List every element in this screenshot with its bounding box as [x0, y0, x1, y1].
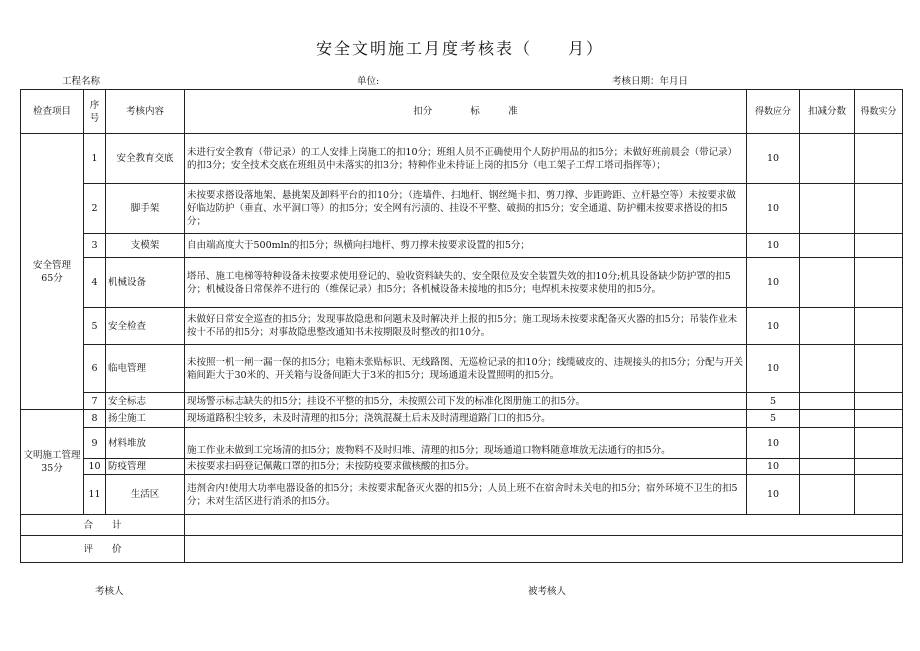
table-row: [21, 234, 903, 258]
assessee-label: 被考核人: [528, 586, 567, 597]
col-header-actual: 得数实分: [855, 90, 903, 134]
row-content: 机械设备: [106, 258, 185, 308]
row-seq: 5: [84, 308, 106, 345]
row-content: 脚手架: [106, 184, 185, 234]
row-actual-cell[interactable]: [855, 475, 903, 515]
row-actual-cell[interactable]: [855, 258, 903, 308]
evaluation-value-cell[interactable]: [185, 536, 903, 563]
row-score: 5: [747, 393, 800, 410]
category-points: 65分: [41, 272, 63, 284]
row-seq: 10: [84, 459, 106, 475]
row-deduct-cell[interactable]: [800, 258, 855, 308]
row-seq: 9: [84, 428, 106, 459]
col-header-score: 得数应分: [747, 90, 800, 134]
row-deduct-cell[interactable]: [800, 393, 855, 410]
evaluation-label: 评 价: [21, 536, 185, 563]
row-actual-cell[interactable]: [855, 410, 903, 428]
row-content: 生活区: [106, 475, 185, 515]
total-label: 合 计: [21, 515, 185, 536]
row-actual-cell[interactable]: [855, 345, 903, 393]
row-deduct-cell[interactable]: [800, 459, 855, 475]
row-seq: 1: [84, 134, 106, 184]
row-criteria: 未按照一机一闸一漏一保的扣5分；电箱未张贴标识、无线路图、无巡检记录的扣10分；线缆破皮的、违规接头的扣5分；分配与开关箱间距大于30米的、开关箱与设备间距大于3米的扣5分；现场通道未设置照明的扣5分。: [185, 345, 747, 393]
total-value-cell[interactable]: [185, 515, 903, 536]
row-score: 5: [747, 410, 800, 428]
row-score: 10: [747, 459, 800, 475]
row-content: 扬尘施工: [106, 410, 185, 428]
row-criteria: 违剂舍内!使用大功率电器设备的扣5分；未按要求配备灭火器的扣5分；人员上班不在宿舍时未关电的扣5分；宿外环境不卫生的扣5分；未对生活区进行消杀的扣5分。: [185, 475, 747, 515]
row-seq: 2: [84, 184, 106, 234]
table-row: [21, 410, 903, 428]
assessment-date-label: 考核日期：年月日: [612, 76, 689, 87]
row-seq: 6: [84, 345, 106, 393]
row-content: 防疫管理: [106, 459, 185, 475]
category-safety-management: [21, 134, 84, 410]
project-name-label: 工程名称: [62, 76, 101, 87]
row-score: 10: [747, 234, 800, 258]
row-deduct-cell[interactable]: [800, 308, 855, 345]
assessor-label: 考核人: [95, 586, 124, 597]
row-deduct-cell[interactable]: [800, 345, 855, 393]
row-score: 10: [747, 308, 800, 345]
row-deduct-cell[interactable]: [800, 428, 855, 459]
row-seq: 7: [84, 393, 106, 410]
row-actual-cell[interactable]: [855, 459, 903, 475]
row-actual-cell[interactable]: [855, 234, 903, 258]
row-actual-cell[interactable]: [855, 134, 903, 184]
row-criteria: 自由端高度大于500mln的扣5分；纵横向扫地杆、剪刀撑未按要求设置的扣5分；: [185, 234, 747, 258]
col-header-criteria: 扣分 标 准: [185, 90, 747, 134]
row-score: 10: [747, 134, 800, 184]
page-title: 安全文明施工月度考核表（ 月）: [315, 39, 604, 58]
row-actual-cell[interactable]: [855, 428, 903, 459]
table-row: [21, 459, 903, 475]
table-row: [21, 134, 903, 184]
row-seq: 8: [84, 410, 106, 428]
row-criteria: 未按要求扫码登记佩戴口罩的扣5分；未按防疫要求做核酸的扣5分。: [185, 459, 747, 475]
row-actual-cell[interactable]: [855, 308, 903, 345]
row-content: 材料堆放: [106, 428, 185, 459]
table-row: [21, 345, 903, 393]
row-seq: 11: [84, 475, 106, 515]
row-criteria: 未进行安全教育（带记录）的工人安排上岗施工的扣10分；班组人员不正确使用个人防护用品的扣5分；未做好班前晨会（带记录）的扣3分；安全技术交底在班组员中未落实的扣3分；特种作业未持证上岗的扣5分（电工架子工焊工塔司指挥等）；: [185, 134, 747, 184]
row-criteria: 施工作业未做到工完场清的扣5分；废物料不及时归堆、清理的扣5分；现场通道口物料随意堆放无法通行的扣5分。: [185, 428, 747, 459]
row-deduct-cell[interactable]: [800, 410, 855, 428]
row-content: 临电管理: [106, 345, 185, 393]
row-score: 10: [747, 345, 800, 393]
row-criteria: 现场道路积尘较多，未及时清理的扣5分；浇筑混凝土后未及时清理道路门口的扣5分。: [185, 410, 747, 428]
row-content: 支模架: [106, 234, 185, 258]
evaluation-row: [21, 536, 903, 563]
row-score: 10: [747, 428, 800, 459]
row-content: 安全检查: [106, 308, 185, 345]
unit-label: 单位:: [357, 76, 380, 87]
col-header-deduct: 扣减分数: [800, 90, 855, 134]
assessment-table: [20, 89, 903, 563]
category-name: 安全管理: [32, 259, 71, 271]
row-deduct-cell[interactable]: [800, 184, 855, 234]
row-score: 10: [747, 184, 800, 234]
table-header-row: [21, 90, 903, 134]
col-header-seq: 序号: [84, 90, 106, 134]
table-row: [21, 184, 903, 234]
col-header-content: 考核内容: [106, 90, 185, 134]
col-header-category: 检查项目: [21, 90, 84, 134]
total-row: [21, 515, 903, 536]
row-actual-cell[interactable]: [855, 184, 903, 234]
row-criteria: 现场警示标志缺失的扣5分；挂设不平整的扣5分，未按照公司下发的标准化图册施工的扣5分。: [185, 393, 747, 410]
row-deduct-cell[interactable]: [800, 234, 855, 258]
table-row: [21, 308, 903, 345]
row-deduct-cell[interactable]: [800, 134, 855, 184]
table-row: [21, 258, 903, 308]
row-criteria: 未做好日常安全巡查的扣5分；发现事故隐患和问题未及时解决并上报的扣5分；施工现场未按要求配备灭火器的扣5分；吊装作业未按十不吊的扣5分；对事故隐患整改通知书未按期限及时整改的扣10分。: [185, 308, 747, 345]
row-content: 安全教育交底: [106, 134, 185, 184]
row-content: 安全标志: [106, 393, 185, 410]
row-criteria: 未按要求搭设落地架、悬挑架及卸料平台的扣10分；（连墙件、扫地杆、钢丝绳卡扣、剪刀撑、步距跨距、立杆悬空等）未按要求做好临边防护（垂直、水平洞口等）的扣5分；安全网有污渍的、挂设不平整、破损的扣5分；安全通道、防护棚未按要求搭设的扣5分；: [185, 184, 747, 234]
row-seq: 3: [84, 234, 106, 258]
table-row: [21, 475, 903, 515]
row-score: 10: [747, 258, 800, 308]
table-row: [21, 393, 903, 410]
row-deduct-cell[interactable]: [800, 475, 855, 515]
row-seq: 4: [84, 258, 106, 308]
table-row: [21, 428, 903, 459]
row-criteria: 塔吊、施工电梯等特种设备未按要求使用登记的、验收资料缺失的、安全限位及安全装置失效的扣10分;机具设备缺少防护罩的扣5分；机械设备日常保养不进行的（维保记录）扣5分；各机械设备未接地的扣5分；电焊机未按要求使用的扣5分。: [185, 258, 747, 308]
row-score: 10: [747, 475, 800, 515]
row-actual-cell[interactable]: [855, 393, 903, 410]
category-civilized-construction: 文明施工管理35分: [21, 410, 84, 515]
